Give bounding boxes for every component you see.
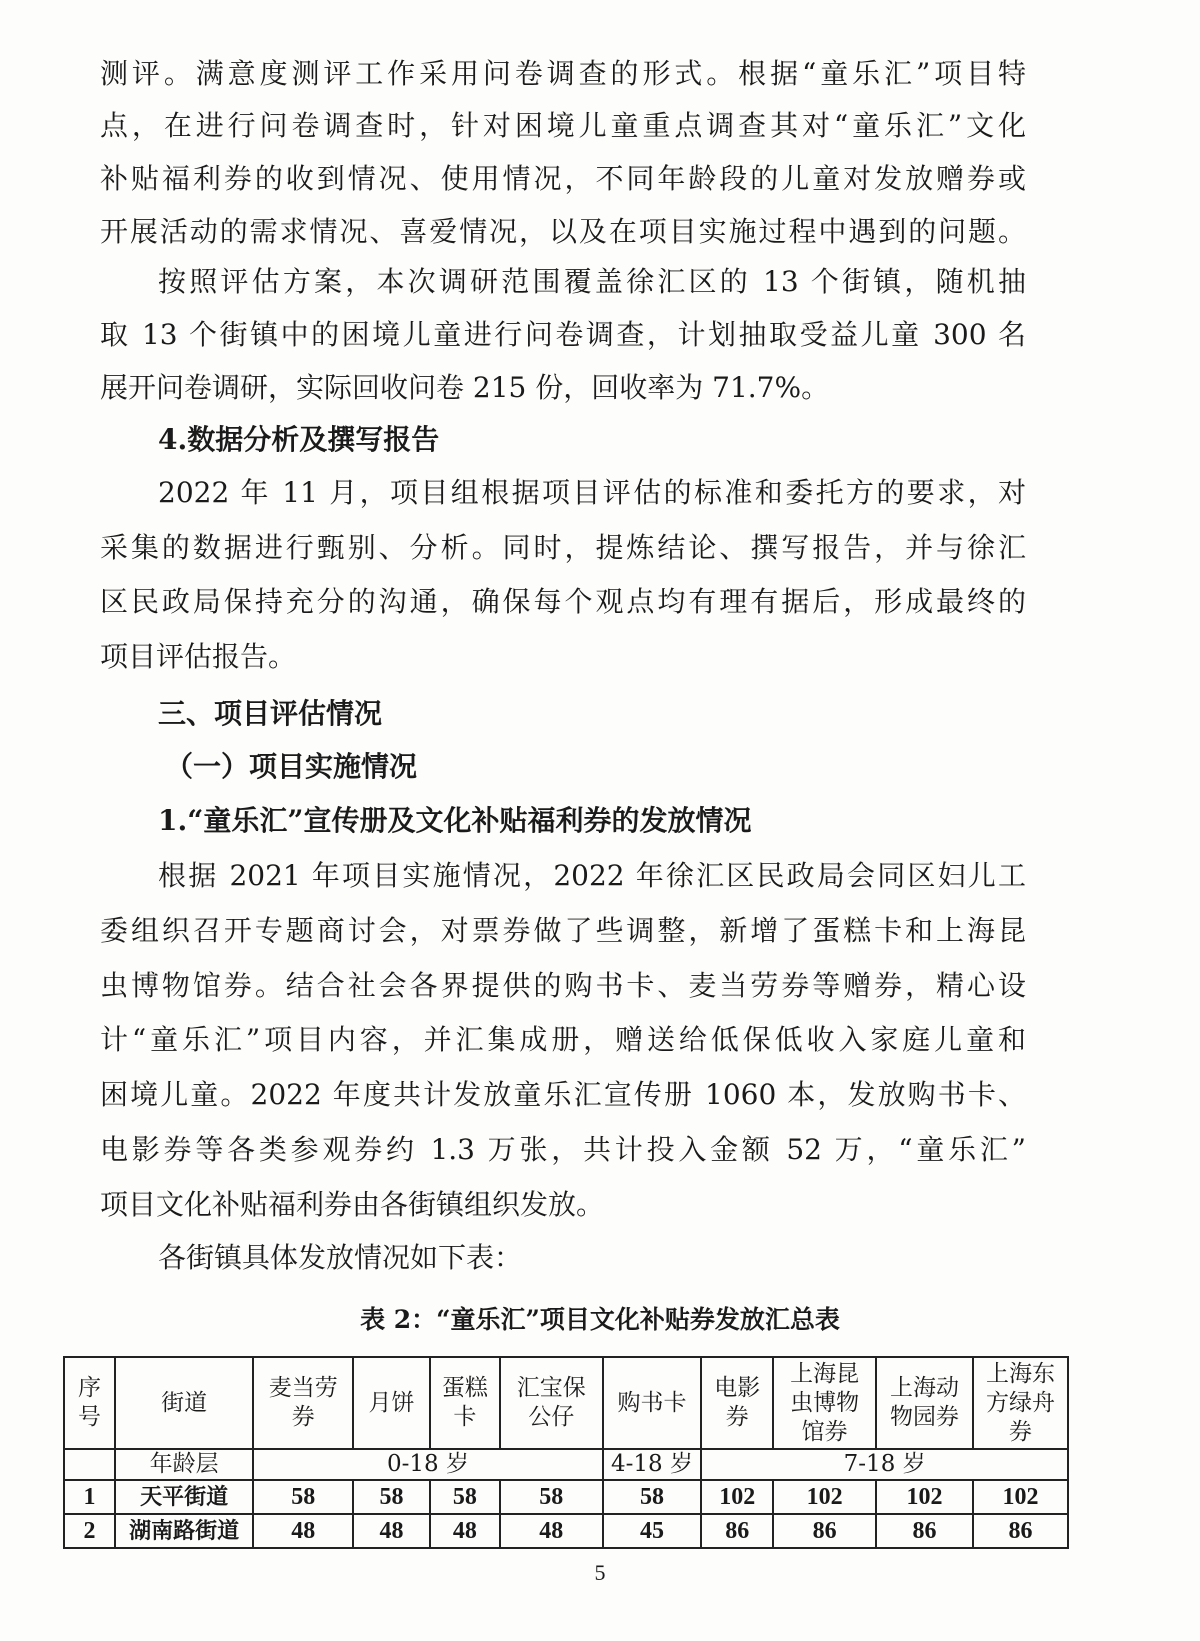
age-group: 7-18 岁 <box>701 1449 1068 1480</box>
page-number: 5 <box>594 1560 606 1585</box>
cell: 1 <box>64 1480 115 1514</box>
header-cell: 蛋糕卡 <box>430 1357 500 1449</box>
header-cell: 麦当劳券 <box>253 1357 353 1449</box>
age-label: 年龄层 <box>115 1449 253 1480</box>
text-line: 电影券等各类参观券约 1.3 万张，共计投入金额 52 万，“童乐汇” <box>100 1133 1026 1166</box>
age-row <box>64 1449 1068 1480</box>
section-heading: 4.数据分析及撰写报告 <box>158 423 440 456</box>
text-line: 根据 2021 年项目实施情况，2022 年徐汇区民政局会同区妇儿工 <box>158 859 1026 892</box>
cell: 58 <box>603 1480 702 1514</box>
table-row <box>64 1480 1068 1514</box>
text-line: 点，在进行问卷调查时，针对困境儿童重点调查其对“童乐汇”文化 <box>100 109 1026 142</box>
text-line: 取 13 个街镇中的困境儿童进行问卷调查，计划抽取受益儿童 300 名 <box>100 318 1026 351</box>
chapter-heading: 三、项目评估情况 <box>158 697 383 730</box>
cell: 102 <box>773 1480 876 1514</box>
header-cell: 上海昆虫博物馆券 <box>773 1357 876 1449</box>
cell: 45 <box>603 1514 702 1548</box>
cell: 102 <box>701 1480 773 1514</box>
text-line: 虫博物馆券。结合社会各界提供的购书卡、麦当劳券等赠券，精心设 <box>100 969 1026 1002</box>
text-line: 区民政局保持充分的沟通，确保每个观点均有理有据后，形成最终的 <box>100 585 1026 618</box>
cell: 86 <box>773 1514 876 1548</box>
cell: 2 <box>64 1514 115 1548</box>
header-cell: 上海动物园券 <box>876 1357 973 1449</box>
cell: 48 <box>500 1514 603 1548</box>
section-heading: 1.“童乐汇”宣传册及文化补贴福利券的发放情况 <box>158 804 752 837</box>
text-line: 项目评估报告。 <box>100 640 297 673</box>
header-cell: 月饼 <box>353 1357 430 1449</box>
text-line: 按照评估方案，本次调研范围覆盖徐汇区的 13 个街镇，随机抽 <box>158 265 1026 298</box>
text-line: 展开问卷调研，实际回收问卷 215 份，回收率为 71.7%。 <box>100 371 830 404</box>
text-line: 测评。满意度测评工作采用问卷调查的形式。根据“童乐汇”项目特 <box>100 57 1026 90</box>
text-line: 补贴福利券的收到情况、使用情况，不同年龄段的儿童对发放赠券或 <box>100 162 1026 195</box>
text-line: 计“童乐汇”项目内容，并汇集成册，赠送给低保低收入家庭儿童和 <box>100 1023 1026 1056</box>
cell: 86 <box>876 1514 973 1548</box>
age-group: 4-18 岁 <box>603 1449 702 1480</box>
cell: 102 <box>876 1480 973 1514</box>
subsection-heading: （一）项目实施情况 <box>165 750 418 783</box>
header-cell: 序号 <box>64 1357 115 1449</box>
text-line: 各街镇具体发放情况如下表： <box>158 1241 523 1274</box>
cell: 58 <box>500 1480 603 1514</box>
table-header-row <box>64 1357 1068 1449</box>
text-line: 委组织召开专题商讨会，对票券做了些调整，新增了蛋糕卡和上海昆 <box>100 914 1026 947</box>
empty-cell <box>64 1449 115 1480</box>
cell: 48 <box>353 1514 430 1548</box>
cell: 86 <box>701 1514 773 1548</box>
cell: 86 <box>973 1514 1068 1548</box>
header-cell: 街道 <box>115 1357 253 1449</box>
header-cell: 上海东方绿舟券 <box>973 1357 1068 1449</box>
cell: 58 <box>430 1480 500 1514</box>
cell: 102 <box>973 1480 1068 1514</box>
cell: 48 <box>253 1514 353 1548</box>
header-cell: 电影券 <box>701 1357 773 1449</box>
text-line: 项目文化补贴福利券由各街镇组织发放。 <box>100 1188 605 1221</box>
cell: 48 <box>430 1514 500 1548</box>
text-line: 困境儿童。2022 年度共计发放童乐汇宣传册 1060 本，发放购书卡、 <box>100 1078 1026 1111</box>
text-line: 开展活动的需求情况、喜爱情况，以及在项目实施过程中遇到的问题。 <box>100 215 1026 248</box>
cell: 天平街道 <box>115 1480 253 1514</box>
text-line: 2022 年 11 月，项目组根据项目评估的标准和委托方的要求，对 <box>158 476 1026 509</box>
table-title: 表 2：“童乐汇”项目文化补贴券发放汇总表 <box>360 1305 840 1334</box>
cell: 湖南路街道 <box>115 1514 253 1548</box>
header-cell: 汇宝保公仔 <box>500 1357 603 1449</box>
cell: 58 <box>353 1480 430 1514</box>
header-cell: 购书卡 <box>603 1357 702 1449</box>
text-line: 采集的数据进行甄别、分析。同时，提炼结论、撰写报告，并与徐汇 <box>100 531 1026 564</box>
table-row <box>64 1514 1068 1548</box>
cell: 58 <box>253 1480 353 1514</box>
distribution-table <box>63 1356 1069 1549</box>
age-group: 0-18 岁 <box>253 1449 602 1480</box>
